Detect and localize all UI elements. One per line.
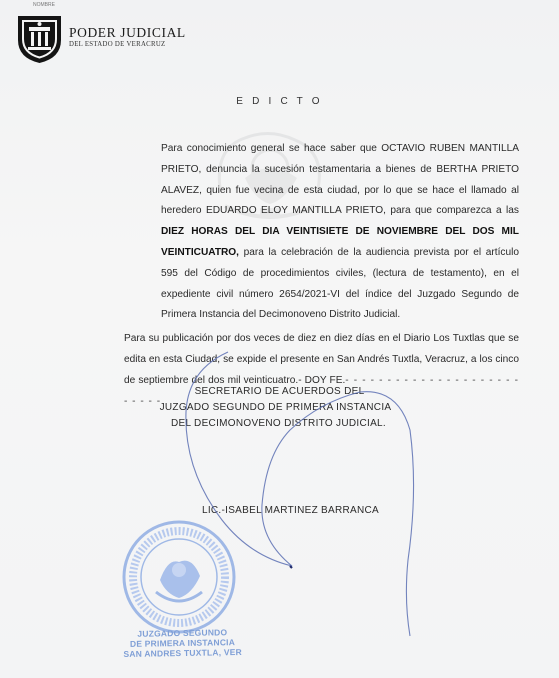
paragraph-2-dashes: - - - - - - - - - - - - - - - - - - - - - - - - - - — [124, 374, 519, 407]
court-stamp-line-3: SAN ANDRES TUXTLA, VER — [123, 646, 242, 660]
brand-block — [69, 26, 186, 50]
brand-subtitle: DEL ESTADO DE VERACRUZ — [69, 41, 166, 48]
paragraph-2 — [87, 329, 519, 412]
paragraph-1-intro: Para conocimiento general se hace saber que OCTAVIO RUBEN MANTILLA PRIETO, denuncia la sucesión testamentaria a bienes de BERTHA PRIETO ALAVEZ, quien fue vecina de esta ciudad, por lo que se hace el llamado al heredero EDUARDO ELOY MANTILLA PRIETO, para que comparezca a las — [161, 143, 519, 217]
header-mark: NOMBRE — [33, 2, 55, 8]
signer-title-line-1: SECRETARIO DE ACUERDOS DEL — [194, 386, 365, 397]
court-stamp-line-2: DE PRIMERA INSTANCIA — [129, 637, 236, 649]
court-stamp-text — [120, 627, 246, 659]
document-title: E D I C T O — [236, 96, 323, 107]
signer-title-line-3: DEL DECIMONOVENO DISTRITO JUDICIAL. — [171, 418, 386, 429]
signer-name: LIC.-ISABEL MARTINEZ BARRANCA — [201, 505, 380, 516]
judicial-shield-logo-icon — [12, 10, 67, 65]
document-body — [87, 139, 519, 412]
brand-title: PODER JUDICIAL — [69, 25, 186, 40]
mexican-coat-of-arms-seal-icon — [120, 518, 238, 636]
court-stamp-line-1: JUZGADO SEGUNDO — [137, 627, 228, 639]
signer-title-line-2: JUZGADO SEGUNDO DE PRIMERA INSTANCIA — [159, 402, 392, 413]
paragraph-1-bold: DIEZ HORAS DEL DIA VEINTISIETE DE NOVIEMBRE DEL DOS MIL VEINTICUATRO, — [161, 226, 519, 258]
paragraph-2-text: Para su publicación por dos veces de diez en diez días en el Diario Los Tuxtlas que se edita en esta Ciudad, se expide el presente en San Andrés Tuxtla, Veracruz, a los cinco de septiembre del dos mil veinticuatro.- DOY FE. — [124, 333, 519, 386]
paragraph-1-rest: para la celebración de la audiencia prevista por el artículo 595 del Código de procedimientos civiles, (lectura de testamento), en el expediente civil número 2654/2021-VI del índice del Juzgado Segundo de Primera Instancia del Decimonoveno Distrito Judicial. — [161, 246, 519, 321]
paragraph-1 — [87, 139, 519, 326]
